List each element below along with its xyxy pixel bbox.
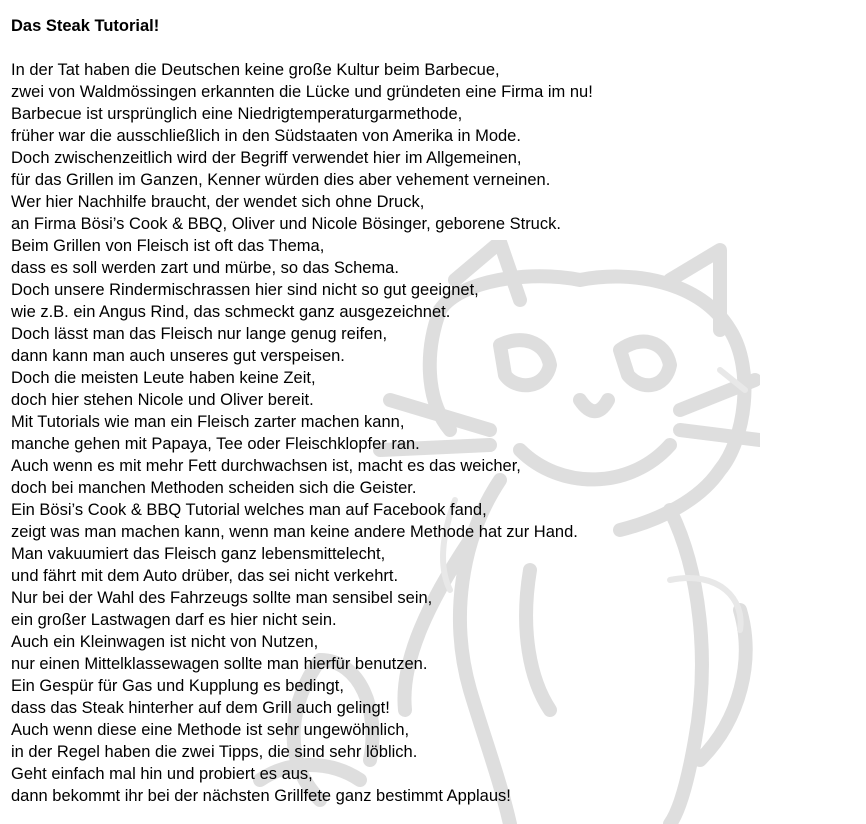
poem-line: zwei von Waldmössingen erkannten die Lücke und gründeten eine Firma im nu!: [11, 83, 593, 101]
poem-line: Auch wenn diese eine Methode ist sehr ungewöhnlich,: [11, 721, 410, 739]
poem-line: wie z.B. ein Angus Rind, das schmeckt ganz ausgezeichnet.: [11, 303, 451, 321]
poem-line: Wer hier Nachhilfe braucht, der wendet sich ohne Druck,: [11, 193, 425, 211]
poem-line: doch hier stehen Nicole und Oliver bereit.: [11, 391, 314, 409]
poem-line: dass es soll werden zart und mürbe, so das Schema.: [11, 259, 399, 277]
poem-line: In der Tat haben die Deutschen keine große Kultur beim Barbecue,: [11, 61, 500, 79]
poem-text: [11, 59, 593, 807]
poem-line: dann kann man auch unseres gut verspeisen.: [11, 347, 345, 365]
poem-line: nur einen Mittelklassewagen sollte man hierfür benutzen.: [11, 655, 428, 673]
poem-line: Doch zwischenzeitlich wird der Begriff verwendet hier im Allgemeinen,: [11, 149, 522, 167]
poem-line: und fährt mit dem Auto drüber, das sei nicht verkehrt.: [11, 567, 399, 585]
document-title: Das Steak Tutorial!: [11, 17, 160, 35]
poem-line: Barbecue ist ursprünglich eine Niedrigtemperaturgarmethode,: [11, 105, 463, 123]
poem-line: Beim Grillen von Fleisch ist oft das Thema,: [11, 237, 325, 255]
poem-line: Man vakuumiert das Fleisch ganz lebensmittelecht,: [11, 545, 386, 563]
poem-line: früher war die ausschließlich in den Südstaaten von Amerika in Mode.: [11, 127, 521, 145]
poem-line: Auch ein Kleinwagen ist nicht von Nutzen,: [11, 633, 319, 651]
poem-line: Nur bei der Wahl des Fahrzeugs sollte man sensibel sein,: [11, 589, 433, 607]
poem-line: in der Regel haben die zwei Tipps, die sind sehr löblich.: [11, 743, 418, 761]
poem-line: Doch lässt man das Fleisch nur lange genug reifen,: [11, 325, 388, 343]
poem-line: Ein Gespür für Gas und Kupplung es bedingt,: [11, 677, 344, 695]
poem-line: an Firma Bösi’s Cook & BBQ, Oliver und Nicole Bösinger, geborene Struck.: [11, 215, 561, 233]
poem-line: Mit Tutorials wie man ein Fleisch zarter machen kann,: [11, 413, 405, 431]
poem-line: dass das Steak hinterher auf dem Grill auch gelingt!: [11, 699, 390, 717]
poem-line: Ein Bösi’s Cook & BBQ Tutorial welches man auf Facebook fand,: [11, 501, 487, 519]
poem-line: doch bei manchen Methoden scheiden sich die Geister.: [11, 479, 417, 497]
document-page: [11, 16, 593, 807]
poem-line: Doch die meisten Leute haben keine Zeit,: [11, 369, 316, 387]
poem-line: dann bekommt ihr bei der nächsten Grillfete ganz bestimmt Applaus!: [11, 787, 511, 805]
poem-line: Geht einfach mal hin und probiert es aus,: [11, 765, 313, 783]
poem-line: zeigt was man machen kann, wenn man keine andere Methode hat zur Hand.: [11, 523, 578, 541]
poem-line: manche gehen mit Papaya, Tee oder Fleischklopfer ran.: [11, 435, 420, 453]
poem-line: ein großer Lastwagen darf es hier nicht sein.: [11, 611, 337, 629]
poem-line: für das Grillen im Ganzen, Kenner würden dies aber vehement verneinen.: [11, 171, 551, 189]
poem-line: Doch unsere Rindermischrassen hier sind nicht so gut geeignet,: [11, 281, 479, 299]
poem-line: Auch wenn es mit mehr Fett durchwachsen ist, macht es das weicher,: [11, 457, 521, 475]
